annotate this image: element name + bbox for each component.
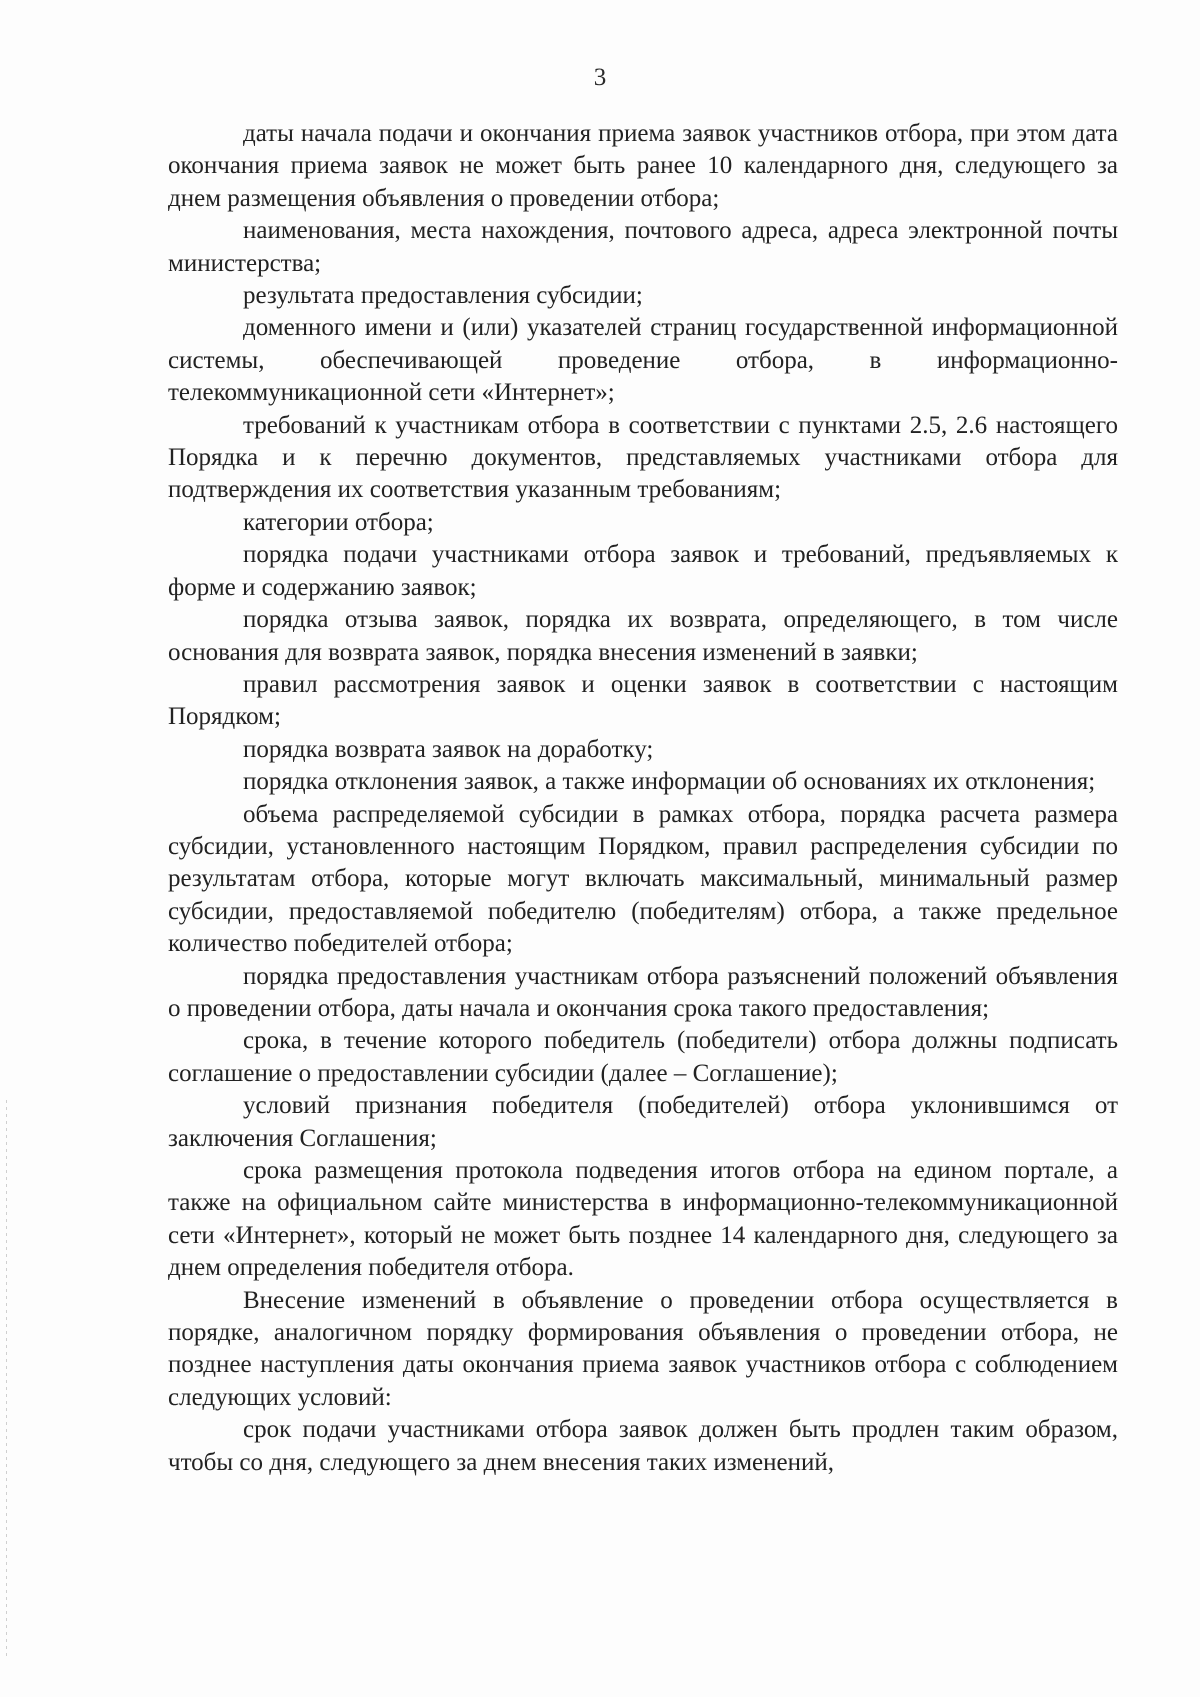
paragraph: порядка отклонения заявок, а также информации об основаниях их отклонения; [243, 768, 1096, 796]
paragraph: категории отбора; [243, 508, 434, 536]
paragraph: правил рассмотрения заявок и оценки заявок в соответствии с настоящим Порядком; [168, 670, 1118, 731]
paragraph: порядка отзыва заявок, порядка их возврата, определяющего, в том числе основания для возврата заявок, порядка внесения изменений в заявки; [168, 606, 1118, 666]
paragraph: результата предоставления субсидии; [243, 282, 643, 310]
document-body [168, 118, 1118, 1479]
paragraph: порядка предоставления участникам отбора разъяснений положений объявления о проведении отбора, даты начала и окончания срока такого предоставления; [168, 962, 1118, 1022]
paragraph: условий признания победителя (победителей) отбора уклонившимся от заключения Соглашения; [168, 1092, 1118, 1152]
paragraph: порядка подачи участниками отбора заявок и требований, предъявляемых к форме и содержанию заявок; [168, 541, 1118, 601]
scan-edge-mark [6, 1100, 7, 1660]
paragraph: требований к участникам отбора в соответствии с пунктами 2.5, 2.6 настоящего Порядка и к перечню документов, представляемых участниками отбора для подтверждения их соответствия указанным требованиям; [168, 411, 1118, 504]
paragraph: срока размещения протокола подведения итогов отбора на едином портале, а также на официальном сайте министерства в информационно-телекоммуникационной сети «Интернет», который не может быть позднее 14 календарного дня, следующего за днем определения победителя отбора. [168, 1157, 1118, 1282]
paragraph: срок подачи участниками отбора заявок должен быть продлен таким образом, чтобы со дня, следующего за днем внесения таких изменений, [168, 1416, 1118, 1476]
paragraph: даты начала подачи и окончания приема заявок участников отбора, при этом дата окончания приема заявок не может быть ранее 10 календарного дня, следующего за днем размещения объявления о проведении отбора; [168, 120, 1118, 212]
paragraph: объема распределяемой субсидии в рамках отбора, порядка расчета размера субсидии, установленного настоящим Порядком, правил распределения субсидии по результатам отбора, которые могут включать максимальный, минимальный размер субсидии, предоставляемой победителю (победителям) отбора, а также предельное количество победителей отбора; [168, 800, 1118, 958]
paragraph: срока, в течение которого победитель (победители) отбора должны подписать соглашение о предоставлении субсидии (далее – Соглашение); [168, 1027, 1118, 1087]
paragraph: Внесение изменений в объявление о проведении отбора осуществляется в порядке, аналогичном порядку формирования объявления о проведении отбора, не позднее наступления даты окончания приема заявок участников отбора с соблюдением следующих условий: [168, 1286, 1118, 1411]
paragraph: доменного имени и (или) указателей страниц государственной информационной системы, обеспечивающей проведение отбора, в информационно-телекоммуникационной сети «Интернет»; [168, 314, 1118, 407]
paragraph: порядка возврата заявок на доработку; [243, 735, 654, 763]
paragraph: наименования, места нахождения, почтового адреса, адреса электронной почты министерства; [168, 217, 1118, 277]
page-number: 3 [593, 64, 607, 91]
